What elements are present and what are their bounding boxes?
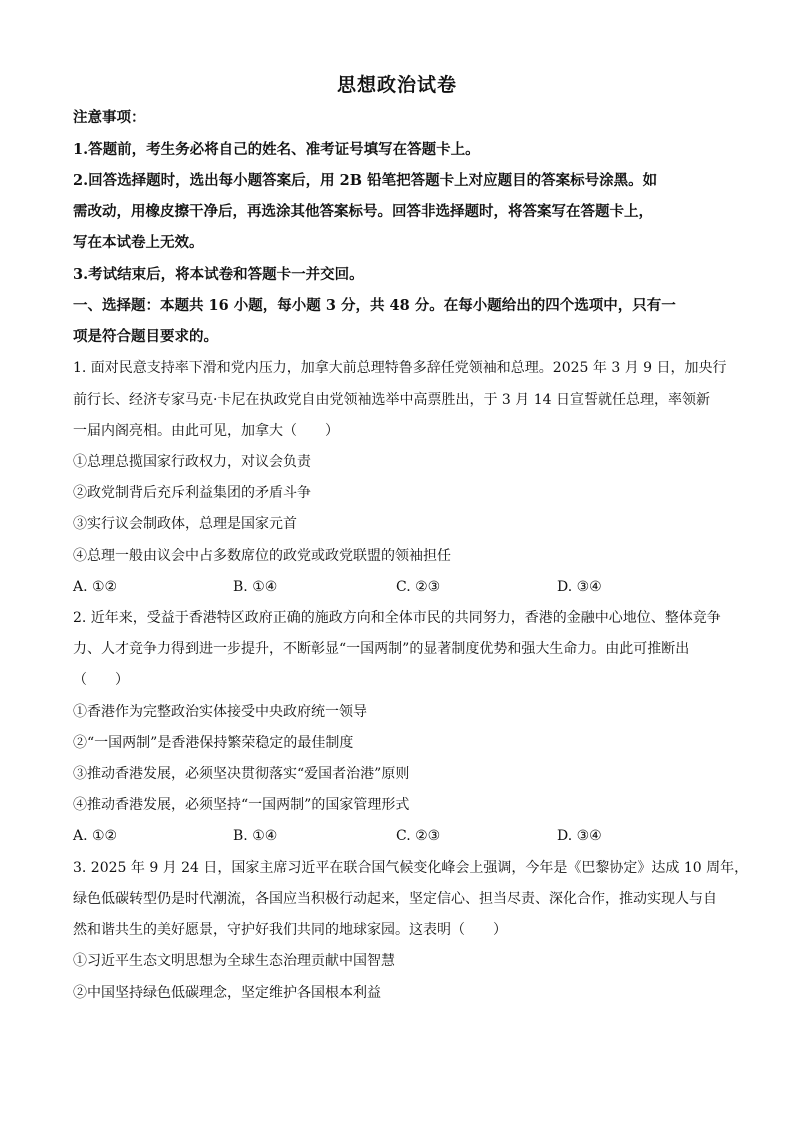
q1-stem-line-3: 一届内阁亮相。由此可见，加拿大（ ） [73,423,339,439]
q3-statement-1: ①习近平生态文明思想为全球生态治理贡献中国智慧 [73,953,395,969]
q2-option-d: D. ③④ [557,828,602,844]
q2-option-a: A. ①② [73,828,118,844]
q2-statement-1: ①香港作为完整政治实体接受中央政府统一领导 [73,704,367,720]
q2-stem-line-3: （ ） [73,672,129,688]
q2-statement-3: ③推动香港发展，必须坚决贯彻落实“爱国者治港”原则 [73,766,410,782]
q1-option-b: B. ①④ [233,579,278,595]
section-heading-line-1: 一、选择题：本题共 16 小题，每小题 3 分，共 48 分。在每小题给出的四个选项中，只有一 [73,297,676,314]
q1-option-d: D. ③④ [557,579,602,595]
q1-option-a: A. ①② [73,579,118,595]
q2-stem-line-2: 力、人才竞争力得到进一步提升，不断彰显“一国两制”的显著制度优势和强大生命力。由此可推断出 [73,641,690,657]
q1-statement-3: ③实行议会制政体，总理是国家元首 [73,516,297,532]
q2-stem-line-1: 2. 近年来，受益于香港特区政府正确的施政方向和全体市民的共同努力，香港的金融中心地位、整体竞争 [73,610,721,626]
page-title: 思想政治试卷 [336,74,457,96]
q1-stem-line-1: 1. 面对民意支持率下滑和党内压力，加拿大前总理特鲁多辞任党领袖和总理。2025 年 3 月 9 日，加央行 [73,360,727,376]
notice-heading: 注意事项： [73,109,146,126]
q3-statement-2: ②中国坚持绿色低碳理念，坚定维护各国根本利益 [73,985,381,1001]
q1-statement-1: ①总理总揽国家行政权力，对议会负责 [73,454,311,470]
notice-item-1: 1.答题前，考生务必将自己的姓名、准考证号填写在答题卡上。 [73,141,480,158]
q3-stem-line-2: 绿色低碳转型仍是时代潮流，各国应当积极行动起来，坚定信心、担当尽责、深化合作，推动实现人与自 [73,891,717,907]
section-heading-line-2: 项是符合题目要求的。 [73,328,218,345]
q2-option-c: C. ②③ [396,828,441,844]
notice-item-2-line-1: 2.回答选择题时，选出每小题答案后，用 2B 铅笔把答题卡上对应题目的答案标号涂黑。如 [73,172,658,189]
q3-stem-line-3: 然和谐共生的美好愿景，守护好我们共同的地球家园。这表明（ ） [73,922,507,938]
q2-option-b: B. ①④ [233,828,278,844]
notice-item-2-line-2: 需改动，用橡皮擦干净后，再选涂其他答案标号。回答非选择题时，将答案写在答题卡上， [73,203,653,220]
q2-statement-4: ④推动香港发展，必须坚持“一国两制”的国家管理形式 [73,797,410,813]
notice-item-2-line-3: 写在本试卷上无效。 [73,234,204,251]
q1-stem-line-2: 前行长、经济专家马克·卡尼在执政党自由党领袖选举中高票胜出，于 3 月 14 日宣誓就任总理，率领新 [73,392,710,408]
q3-stem-line-1: 3. 2025 年 9 月 24 日，国家主席习近平在联合国气候变化峰会上强调，今年是《巴黎协定》达成 10 周年， [73,860,749,876]
q1-statement-4: ④总理一般由议会中占多数席位的政党或政党联盟的领袖担任 [73,548,451,564]
q1-option-c: C. ②③ [396,579,441,595]
notice-item-3: 3.考试结束后，将本试卷和答题卡一并交回。 [73,266,364,283]
q1-statement-2: ②政党制背后充斥利益集团的矛盾斗争 [73,485,311,501]
q2-statement-2: ②“一国两制”是香港保持繁荣稳定的最佳制度 [73,735,354,751]
